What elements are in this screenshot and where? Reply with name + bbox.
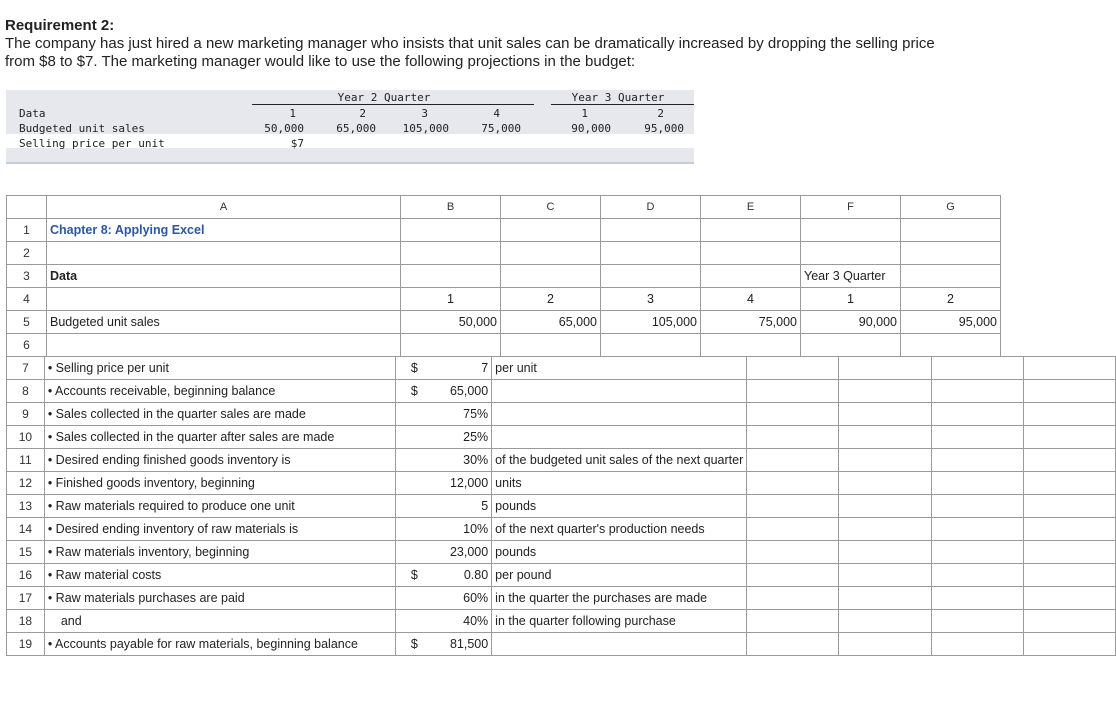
- year2-underline: [252, 104, 534, 105]
- row-header[interactable]: 9: [7, 403, 45, 426]
- cell[interactable]: [747, 633, 839, 656]
- assumption-note-cell[interactable]: of the budgeted unit sales of the next quarter: [492, 449, 747, 472]
- cell[interactable]: [47, 334, 401, 357]
- cell[interactable]: [747, 357, 839, 380]
- assumption-row: [7, 449, 1116, 472]
- sales-cell[interactable]: 65,000: [501, 311, 601, 334]
- assumption-row: [7, 610, 1116, 633]
- column-header[interactable]: B: [401, 196, 501, 219]
- row-header[interactable]: 7: [7, 357, 45, 380]
- cell[interactable]: [839, 472, 931, 495]
- cell[interactable]: [1023, 633, 1115, 656]
- cell[interactable]: [401, 219, 501, 242]
- spreadsheet: [6, 195, 1001, 357]
- year3-underline: [551, 104, 694, 105]
- column-header[interactable]: A: [47, 196, 401, 219]
- assumption-note-cell[interactable]: [492, 426, 747, 449]
- quarter-number: 2: [657, 107, 664, 120]
- cell[interactable]: [401, 265, 501, 288]
- cell[interactable]: [601, 265, 701, 288]
- row-header[interactable]: 5: [7, 311, 47, 334]
- sales-cell[interactable]: 50,000: [401, 311, 501, 334]
- assumption-label-cell[interactable]: and: [44, 610, 395, 633]
- budgeted-unit-sales-cell[interactable]: Budgeted unit sales: [47, 311, 401, 334]
- cell[interactable]: [701, 242, 801, 265]
- dollar-sign-cell[interactable]: [395, 472, 433, 495]
- cell[interactable]: [701, 334, 801, 357]
- cell[interactable]: [1023, 610, 1115, 633]
- assumption-row: [7, 357, 1116, 380]
- quarter-cell[interactable]: 1: [801, 288, 901, 311]
- assumption-note-cell[interactable]: [492, 380, 747, 403]
- selling-price-label: Selling price per unit: [19, 137, 165, 150]
- cell[interactable]: [601, 242, 701, 265]
- quarter-cell[interactable]: 2: [901, 288, 1001, 311]
- sales-cell[interactable]: 75,000: [701, 311, 801, 334]
- quarter-cell[interactable]: 1: [401, 288, 501, 311]
- year3-quarter-cell[interactable]: Year 3 Quarter: [801, 265, 901, 288]
- cell[interactable]: [931, 449, 1023, 472]
- row-header[interactable]: 16: [7, 564, 45, 587]
- cell[interactable]: [839, 587, 931, 610]
- assumption-row: [7, 587, 1116, 610]
- row-header[interactable]: 17: [7, 587, 45, 610]
- cell[interactable]: [47, 242, 401, 265]
- assumption-label-cell[interactable]: • Finished goods inventory, beginning: [44, 472, 395, 495]
- cell[interactable]: [747, 518, 839, 541]
- row-header[interactable]: 15: [7, 541, 45, 564]
- cell[interactable]: [747, 380, 839, 403]
- cell[interactable]: [747, 403, 839, 426]
- year2-quarter-label: Year 2 Quarter: [337, 91, 431, 104]
- cell[interactable]: [931, 357, 1023, 380]
- dollar-sign-cell[interactable]: [395, 610, 433, 633]
- assumption-value-cell[interactable]: 0.80: [433, 564, 492, 587]
- cell[interactable]: [401, 334, 501, 357]
- cell[interactable]: [931, 518, 1023, 541]
- assumptions-table: [6, 356, 1116, 656]
- row-header[interactable]: 13: [7, 495, 45, 518]
- cell[interactable]: [701, 265, 801, 288]
- assumption-value-cell[interactable]: 75%: [433, 403, 492, 426]
- row-header[interactable]: 2: [7, 242, 47, 265]
- quarter-number: 1: [581, 107, 588, 120]
- cell[interactable]: [501, 242, 601, 265]
- sales-value: 95,000: [644, 122, 684, 135]
- assumption-row: [7, 495, 1116, 518]
- cell[interactable]: [839, 564, 931, 587]
- sales-value: 75,000: [481, 122, 521, 135]
- cell[interactable]: [801, 334, 901, 357]
- assumption-row: [7, 426, 1116, 449]
- assumption-value-cell[interactable]: 65,000: [433, 380, 492, 403]
- quarter-cell[interactable]: 2: [501, 288, 601, 311]
- cell[interactable]: [931, 495, 1023, 518]
- cell[interactable]: [839, 403, 931, 426]
- cell[interactable]: [1023, 403, 1115, 426]
- assumption-label-cell[interactable]: • Sales collected in the quarter after sales are made: [44, 426, 395, 449]
- dollar-sign-cell[interactable]: $: [395, 633, 433, 656]
- cell[interactable]: [801, 219, 901, 242]
- requirement-text: The company has just hired a new marketing manager who insists that unit sales can be dramatically increased by dropping the selling price from $8 to $7. The marketing manager would like to use the following projections in the budget:: [5, 35, 935, 70]
- cell[interactable]: [747, 426, 839, 449]
- dollar-sign-cell[interactable]: [395, 518, 433, 541]
- quarter-cell[interactable]: 3: [601, 288, 701, 311]
- row-header[interactable]: 6: [7, 334, 47, 357]
- assumption-note-cell[interactable]: of the next quarter's production needs: [492, 518, 747, 541]
- quarter-cell[interactable]: 4: [701, 288, 801, 311]
- quarter-number: 1: [289, 107, 296, 120]
- sales-cell[interactable]: 90,000: [801, 311, 901, 334]
- assumption-row: [7, 633, 1116, 656]
- dollar-sign-cell[interactable]: $: [395, 380, 433, 403]
- assumption-label-cell[interactable]: • Raw materials purchases are paid: [44, 587, 395, 610]
- row-header[interactable]: 8: [7, 380, 45, 403]
- column-header[interactable]: C: [501, 196, 601, 219]
- cell[interactable]: [47, 288, 401, 311]
- cell[interactable]: [747, 541, 839, 564]
- assumption-note-cell[interactable]: per unit: [492, 357, 747, 380]
- cell[interactable]: [747, 495, 839, 518]
- cell[interactable]: [1023, 587, 1115, 610]
- column-header[interactable]: D: [601, 196, 701, 219]
- data-label: Data: [19, 107, 46, 120]
- row-header[interactable]: 10: [7, 426, 45, 449]
- assumption-note-cell[interactable]: pounds: [492, 495, 747, 518]
- dollar-sign-cell[interactable]: [395, 587, 433, 610]
- cell[interactable]: [931, 633, 1023, 656]
- quarter-number: 2: [359, 107, 366, 120]
- assumption-note-cell[interactable]: [492, 403, 747, 426]
- bottom-rule: [6, 162, 694, 164]
- sales-value: 90,000: [571, 122, 611, 135]
- cell[interactable]: [501, 334, 601, 357]
- assumption-row: [7, 403, 1116, 426]
- cell[interactable]: [931, 426, 1023, 449]
- row-header[interactable]: 14: [7, 518, 45, 541]
- cell[interactable]: [747, 610, 839, 633]
- row-header[interactable]: 1: [7, 219, 47, 242]
- cell[interactable]: [701, 219, 801, 242]
- assumption-value-cell[interactable]: 40%: [433, 610, 492, 633]
- assumption-label-cell[interactable]: • Accounts payable for raw materials, beginning balance: [44, 633, 395, 656]
- sales-value: 50,000: [264, 122, 304, 135]
- dollar-sign-cell[interactable]: [395, 403, 433, 426]
- cell[interactable]: [839, 633, 931, 656]
- quarter-number: 4: [493, 107, 500, 120]
- cell[interactable]: [747, 472, 839, 495]
- assumption-value-cell[interactable]: 10%: [433, 518, 492, 541]
- assumption-label-cell[interactable]: • Desired ending inventory of raw materials is: [44, 518, 395, 541]
- cell[interactable]: [901, 219, 1001, 242]
- column-header[interactable]: G: [901, 196, 1001, 219]
- column-header[interactable]: E: [701, 196, 801, 219]
- cell[interactable]: [601, 334, 701, 357]
- assumption-label-cell[interactable]: • Raw materials inventory, beginning: [44, 541, 395, 564]
- cell[interactable]: [1023, 357, 1115, 380]
- cell[interactable]: [1023, 472, 1115, 495]
- cell[interactable]: [1023, 426, 1115, 449]
- assumption-note-cell[interactable]: units: [492, 472, 747, 495]
- cell[interactable]: [1023, 518, 1115, 541]
- budgeted-unit-sales-label: Budgeted unit sales: [19, 122, 145, 135]
- cell[interactable]: [901, 242, 1001, 265]
- cell[interactable]: [1023, 495, 1115, 518]
- row-header[interactable]: 18: [7, 610, 45, 633]
- cell[interactable]: [931, 587, 1023, 610]
- assumption-note-cell[interactable]: in the quarter the purchases are made: [492, 587, 747, 610]
- cell[interactable]: [1023, 449, 1115, 472]
- cell[interactable]: [1023, 541, 1115, 564]
- assumption-note-cell[interactable]: pounds: [492, 541, 747, 564]
- cell[interactable]: [801, 242, 901, 265]
- cell[interactable]: [747, 587, 839, 610]
- sales-cell[interactable]: 95,000: [901, 311, 1001, 334]
- assumption-label-cell[interactable]: • Selling price per unit: [44, 357, 395, 380]
- assumption-row: [7, 380, 1116, 403]
- cell[interactable]: [839, 357, 931, 380]
- cell[interactable]: [931, 610, 1023, 633]
- assumption-label-cell[interactable]: • Sales collected in the quarter sales are made: [44, 403, 395, 426]
- column-header[interactable]: F: [801, 196, 901, 219]
- cell[interactable]: [901, 265, 1001, 288]
- sales-value: 65,000: [336, 122, 376, 135]
- quarter-number: 3: [421, 107, 428, 120]
- requirement-title: Requirement 2:: [5, 17, 115, 34]
- row-header[interactable]: 4: [7, 288, 47, 311]
- assumption-value-cell[interactable]: 5: [433, 495, 492, 518]
- assumption-value-cell[interactable]: 25%: [433, 426, 492, 449]
- sales-value: 105,000: [402, 122, 449, 135]
- assumption-value-cell[interactable]: 81,500: [433, 633, 492, 656]
- dollar-sign-cell[interactable]: $: [395, 357, 433, 380]
- year3-quarter-label: Year 3 Quarter: [571, 91, 665, 104]
- projection-data-box: [6, 90, 694, 164]
- cell[interactable]: [839, 518, 931, 541]
- cell[interactable]: [839, 426, 931, 449]
- chapter-title-cell[interactable]: Chapter 8: Applying Excel: [47, 219, 401, 242]
- assumption-label-cell[interactable]: • Raw material costs: [44, 564, 395, 587]
- assumption-value-cell[interactable]: 30%: [433, 449, 492, 472]
- row-header[interactable]: 12: [7, 472, 45, 495]
- cell[interactable]: [931, 472, 1023, 495]
- cell[interactable]: [401, 242, 501, 265]
- cell[interactable]: [747, 449, 839, 472]
- assumption-row: [7, 472, 1116, 495]
- assumption-value-cell[interactable]: 7: [433, 357, 492, 380]
- corner-cell[interactable]: [7, 196, 47, 219]
- cell[interactable]: [839, 610, 931, 633]
- row-header[interactable]: 11: [7, 449, 45, 472]
- assumption-note-cell[interactable]: in the quarter following purchase: [492, 610, 747, 633]
- cell[interactable]: [839, 495, 931, 518]
- dollar-sign-cell[interactable]: [395, 541, 433, 564]
- cell[interactable]: [931, 564, 1023, 587]
- cell[interactable]: [1023, 564, 1115, 587]
- cell[interactable]: [839, 380, 931, 403]
- cell[interactable]: [901, 334, 1001, 357]
- cell[interactable]: [747, 564, 839, 587]
- dollar-sign-cell[interactable]: [395, 495, 433, 518]
- data-heading-cell[interactable]: Data: [47, 265, 401, 288]
- assumption-row: [7, 541, 1116, 564]
- dollar-sign-cell[interactable]: [395, 449, 433, 472]
- assumption-note-cell[interactable]: per pound: [492, 564, 747, 587]
- assumption-row: [7, 564, 1116, 587]
- assumption-value-cell[interactable]: 12,000: [433, 472, 492, 495]
- cell[interactable]: [601, 219, 701, 242]
- assumption-label-cell[interactable]: • Raw materials required to produce one unit: [44, 495, 395, 518]
- cell[interactable]: [1023, 380, 1115, 403]
- assumption-label-cell[interactable]: • Desired ending finished goods inventory is: [44, 449, 395, 472]
- dollar-sign-cell[interactable]: $: [395, 564, 433, 587]
- row-header[interactable]: 19: [7, 633, 45, 656]
- cell[interactable]: [931, 380, 1023, 403]
- assumption-note-cell[interactable]: [492, 633, 747, 656]
- cell[interactable]: [931, 403, 1023, 426]
- assumption-value-cell[interactable]: 23,000: [433, 541, 492, 564]
- selling-price-value: $7: [290, 137, 304, 150]
- cell[interactable]: [931, 541, 1023, 564]
- cell[interactable]: [501, 265, 601, 288]
- row-header[interactable]: 3: [7, 265, 47, 288]
- assumption-row: [7, 518, 1116, 541]
- cell[interactable]: [839, 541, 931, 564]
- assumption-label-cell[interactable]: • Accounts receivable, beginning balance: [44, 380, 395, 403]
- sales-cell[interactable]: 105,000: [601, 311, 701, 334]
- dollar-sign-cell[interactable]: [395, 426, 433, 449]
- assumption-value-cell[interactable]: 60%: [433, 587, 492, 610]
- cell[interactable]: [839, 449, 931, 472]
- cell[interactable]: [501, 219, 601, 242]
